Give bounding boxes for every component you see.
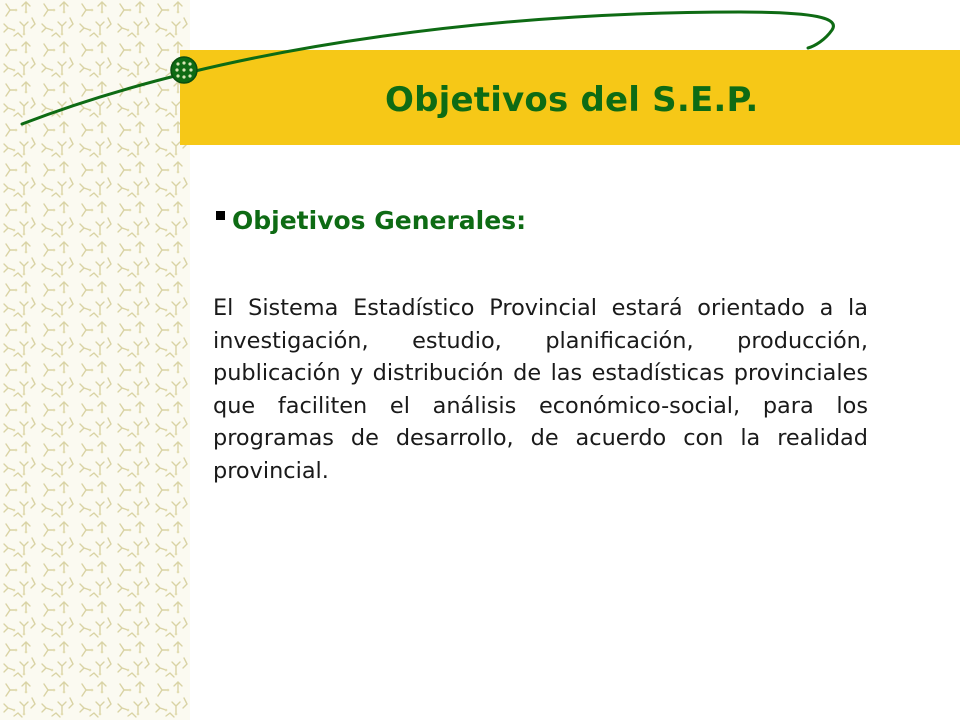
decorative-pattern-strip xyxy=(0,0,190,720)
section-heading: Objetivos Generales: xyxy=(232,206,527,235)
square-bullet-icon xyxy=(216,211,225,220)
pattern-glyphs xyxy=(0,0,190,720)
section-heading-row xyxy=(216,206,526,235)
body-paragraph: El Sistema Estadístico Provincial estará orientado a la investigación, estudio, planificación, producción, publicación y distribución de las estadísticas provinciales que faciliten el análisis económico-social, para los programas de desarrollo, de acuerdo con la realidad provincial. xyxy=(213,295,868,484)
slide-title: Objetivos del S.E.P. xyxy=(385,80,759,120)
